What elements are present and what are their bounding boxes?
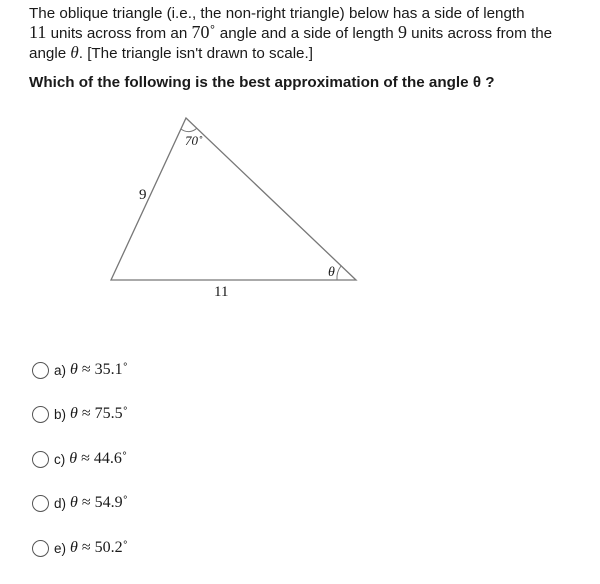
problem-text-5: . [The triangle isn't drawn to scale.] bbox=[78, 45, 313, 62]
top-angle-arc bbox=[181, 128, 197, 132]
choice-letter: a) bbox=[54, 362, 67, 378]
problem-text-2: units across from an bbox=[46, 25, 192, 42]
choice-b[interactable] bbox=[32, 403, 128, 425]
radio-button[interactable] bbox=[32, 540, 49, 557]
radio-button[interactable] bbox=[32, 451, 49, 468]
side-label-11: 11 bbox=[214, 284, 229, 300]
choice-theta: θ bbox=[70, 361, 78, 378]
radio-button[interactable] bbox=[32, 495, 49, 512]
approx-symbol: ≈ bbox=[81, 494, 91, 511]
side-length-9: 9 bbox=[397, 22, 407, 42]
choice-theta: θ bbox=[69, 450, 78, 467]
choice-letter: e) bbox=[54, 540, 67, 556]
choice-value: 75.5˚ bbox=[94, 405, 128, 422]
triangle-shape bbox=[111, 118, 356, 280]
radio-button[interactable] bbox=[32, 406, 49, 423]
choice-d[interactable] bbox=[32, 492, 128, 514]
choice-theta: θ bbox=[70, 405, 78, 422]
approx-symbol: ≈ bbox=[81, 539, 91, 556]
theta-symbol: θ bbox=[70, 43, 79, 62]
approx-symbol: ≈ bbox=[81, 450, 90, 467]
approx-symbol: ≈ bbox=[81, 405, 91, 422]
approx-symbol: ≈ bbox=[81, 361, 91, 378]
theta-angle-arc bbox=[337, 266, 341, 280]
question-text: Which of the following is the best approximation of the angle θ ? bbox=[29, 74, 495, 91]
choice-c[interactable] bbox=[32, 448, 127, 470]
choice-e[interactable] bbox=[32, 537, 128, 559]
choice-value: 44.6˚ bbox=[93, 450, 128, 467]
choice-theta: θ bbox=[70, 494, 78, 511]
choice-value: 35.1˚ bbox=[94, 361, 128, 378]
choice-a[interactable] bbox=[32, 359, 128, 381]
choice-value: 54.9˚ bbox=[94, 494, 128, 511]
theta-label: θ bbox=[328, 265, 335, 280]
choice-letter: b) bbox=[54, 406, 67, 422]
side-length-11: 11 bbox=[29, 22, 47, 42]
choice-theta: θ bbox=[70, 539, 78, 556]
choice-letter: c) bbox=[54, 451, 66, 467]
angle-label-70: 70˚ bbox=[185, 133, 203, 148]
radio-button[interactable] bbox=[32, 362, 49, 379]
choice-value: 50.2˚ bbox=[94, 539, 128, 556]
problem-text-4: units across from the angle bbox=[29, 25, 553, 62]
choice-letter: d) bbox=[54, 495, 67, 511]
given-angle: 70˚ bbox=[191, 22, 216, 42]
problem-text-1: The oblique triangle (i.e., the non-right triangle) below has a side of length bbox=[29, 5, 525, 22]
problem-text-3: angle and a side of length bbox=[215, 25, 398, 42]
side-label-9: 9 bbox=[139, 187, 147, 203]
